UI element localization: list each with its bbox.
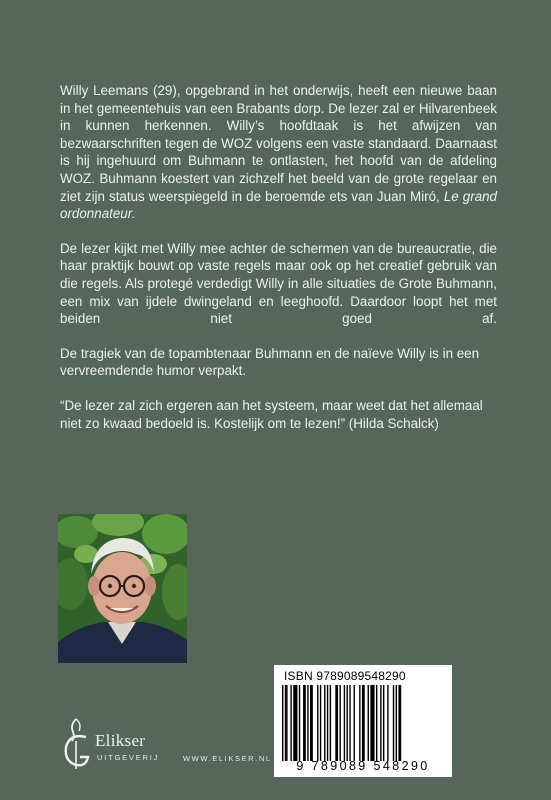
isbn-barcode (274, 665, 452, 777)
blurb-paragraph-1-text: Willy Leemans (29), opgebrand in het onderwijs, heeft een nieuwe baan in het gemeentehuis van een Brabants dorp. De lezer zal er Hilvarenbeek in kunnen herkennen. Willy’s hoofdtaak is het afwijzen van bezwaarschriften tegen de WOZ volgens een vaste standaard. Daarnaast is hij ingehuurd om Buhmann te ontlasten, het hoofd van de afdeling WOZ. Buhmann koestert van zichzelf het beeld van de grote regelaar en ziet zijn status weerspiegeld in de beroemde ets van Juan Miró, (60, 83, 497, 204)
barcode-bar (380, 685, 381, 761)
barcode-bar (359, 685, 360, 761)
barcode-bar (324, 685, 325, 761)
barcode-bar (398, 685, 401, 761)
barcode-bar (303, 685, 306, 761)
barcode-digits: 9 789089 548290 (296, 759, 430, 773)
barcode-bar (354, 685, 355, 761)
barcode-bar (396, 685, 397, 761)
barcode-bar (320, 685, 321, 761)
barcode-bar (344, 685, 345, 761)
back-cover-blurb (60, 82, 497, 449)
barcode-bar (317, 685, 318, 761)
publisher-name: Elikser (95, 731, 146, 750)
barcode-bar (387, 685, 388, 761)
publisher-subtitle: UITGEVERIJ (97, 753, 160, 762)
barcode-bar (368, 685, 369, 761)
elikser-logo-icon (60, 715, 92, 771)
barcode-bar (335, 685, 338, 761)
author-portrait-image (58, 514, 187, 663)
barcode-bar (299, 685, 300, 761)
barcode-bars (280, 685, 446, 761)
barcode-bar (282, 685, 283, 761)
barcode-bar (370, 685, 374, 761)
blurb-paragraph-1 (60, 82, 497, 223)
publisher-logo (60, 715, 170, 775)
barcode-bar (285, 685, 286, 761)
barcode-bar (383, 685, 384, 761)
barcode-bar (340, 685, 341, 761)
barcode-bar (330, 685, 331, 761)
blurb-paragraph-3: De tragiek van de topambtenaar Buhmann en de naïeve Willy is in een vervreemdende humor verpakt. (60, 345, 480, 379)
barcode-graphic (280, 685, 446, 761)
author-photo (58, 514, 187, 663)
barcode-bar (393, 685, 394, 761)
barcode-bar (349, 685, 350, 761)
review-quote: “De lezer zal zich ergeren aan het systeem, maar weet dat het allemaal niet zo kwaad bedoeld is. Kostelijk om te lezen!” (Hilda Schalck) (60, 397, 483, 431)
publisher-website: WWW.ELIKSER.NL (183, 754, 272, 763)
blurb-paragraph-2: De lezer kijkt met Willy mee achter de schermen van de bureaucratie, die haar praktijk bouwt op vaste regels maar ook op het creatief gebruik van die regels. Als protegé verdedigt Willy in alle situaties de Grote Buhmann, een mix van ijdele dwingeland en leeghoofd. Daardoor loopt het met beiden niet goed af. (60, 240, 497, 327)
barcode-bar (376, 685, 377, 761)
barcode-bar (290, 685, 291, 761)
etching-title: Le grand ordonnateur. (60, 188, 497, 222)
barcode-bar (347, 685, 348, 761)
barcode-bar (310, 685, 313, 761)
barcode-bar (307, 685, 308, 761)
barcode-bar (327, 685, 328, 761)
barcode-bar (362, 685, 365, 761)
barcode-bar (286, 685, 287, 761)
barcode-bar (293, 685, 297, 761)
isbn-label: ISBN 9789089548290 (284, 669, 406, 683)
